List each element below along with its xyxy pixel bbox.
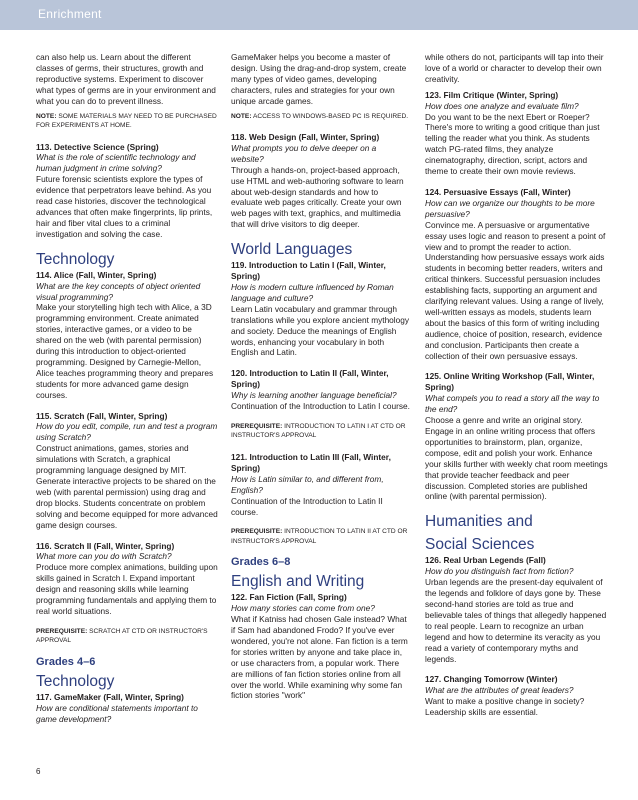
course-entry — [36, 142, 218, 240]
page-number: 6 — [36, 767, 41, 776]
paragraph: can also help us. Learn about the different classes of germs, their structures, growth and reproductive systems. Experiment to discover what types of germs are in your environment and what you can do to prevent illness. — [36, 52, 216, 106]
course-title: 120. Introduction to Latin II (Fall, Winter, Spring) — [231, 368, 389, 390]
course-entry — [36, 270, 218, 401]
course-entry — [231, 260, 411, 358]
course-question: What are the key concepts of object oriented visual programming? — [36, 280, 201, 302]
course-title: 124. Persuasive Essays (Fall, Winter) — [425, 186, 571, 197]
grade-heading: Grades 4–6 — [36, 655, 96, 668]
course-description: Produce more complex animations, building upon skills gained in Scratch I. Expand important design and reasoning skills while learning programming fundamentals and applying them to real world situations. — [36, 562, 218, 616]
grade-heading: Grades 6–8 — [231, 556, 291, 569]
column-3 — [425, 52, 610, 728]
course-title: 123. Film Critique (Winter, Spring) — [425, 89, 559, 100]
course-entry — [231, 368, 411, 412]
section-heading: Technology — [36, 250, 115, 268]
paragraph: GameMaker helps you become a master of design. Using the drag-and-drop system, create many types of video games, developing characters, rules and strategies for your own unique arcade games. — [231, 52, 407, 106]
section-heading: Humanities and — [425, 513, 533, 531]
course-question: How do you distinguish fact from fiction? — [425, 566, 574, 577]
note — [36, 112, 218, 131]
course-question: What compels you to read a story all the way to the end? — [425, 393, 600, 415]
course-question: What more can you do with Scratch? — [36, 551, 172, 562]
note — [231, 527, 411, 546]
course-entry — [231, 452, 411, 517]
note-text: SCRATCH AT CTD OR INSTRUCTOR'S APPROVAL — [36, 627, 208, 645]
course-question: How do you edit, compile, run and test a program using Scratch? — [36, 421, 218, 443]
course-entry — [425, 555, 610, 664]
course-title: 125. Online Writing Workshop (Fall, Winter, Spring) — [425, 371, 595, 393]
course-title: 115. Scratch (Fall, Winter, Spring) — [36, 410, 168, 421]
note — [231, 112, 411, 122]
course-description: Make your storytelling high tech with Alice, a 3D programming environment. Create animated stories, interactive games, or a video to be shared on the web (with parental permission) during this introduction to object-oriented programming. Designed by Carnegie-Mellon, Alice teaches programming theory and prepares students for more advanced game design courses. — [36, 302, 214, 400]
note-text: ACCESS TO WINDOWS-BASED PC IS REQUIRED. — [252, 112, 409, 120]
course-description: Future forensic scientists explore the types of evidence that perpetrators leave behind. As you read case histories, discover the technological advances that often make fingerprints, lip prints, hair and fiber vital clues to a criminal investigation and solving the case. — [36, 174, 213, 239]
course-question: What prompts you to delve deeper on a website? — [231, 142, 377, 164]
course-description: What if Katniss had chosen Gale instead? What if Sam had abandoned Frodo? If you've ever wondered, you're not alone. Fan fiction is a term for stories written by anyone and take place in, or use characters from, a popular work. There are millions of fan fiction stories online from all over the world. While examining why some fan fiction stories "work" — [231, 614, 408, 701]
course-entry — [36, 411, 218, 531]
course-title: 118. Web Design (Fall, Winter, Spring) — [231, 132, 380, 143]
course-entry — [425, 90, 610, 177]
course-question: How is Latin similar to, and different from, English? — [231, 473, 384, 495]
course-entry — [425, 674, 610, 718]
course-description: Learn Latin vocabulary and grammar through translations while you explore ancient mythology and society. Deduce the meanings of English words, enhancing your vocabulary in both English and Latin. — [231, 303, 410, 358]
header-banner — [0, 0, 638, 30]
course-title: 116. Scratch II (Fall, Winter, Spring) — [36, 540, 175, 551]
course-description: Continuation of the Introduction to Latin I course. — [231, 401, 410, 412]
course-title: 119. Introduction to Latin I (Fall, Winter, Spring) — [231, 260, 386, 282]
note-text: SOME MATERIALS MAY NEED TO BE PURCHASED FOR EXPERIMENTS AT HOME. — [36, 112, 217, 130]
course-description: Urban legends are the present-day equivalent of the legends and folklore of days gone by. These second-hand stories are told as true and believable tales of things that allegedly happened to real people. Learn to recognize an urban legend and how to determine its veracity as you read a variety of contemporary myths and legends. — [425, 577, 607, 664]
note — [231, 422, 411, 441]
note — [36, 627, 218, 646]
course-title: 127. Changing Tomorrow (Winter) — [425, 674, 558, 685]
note-label: NOTE: — [231, 112, 252, 120]
course-question: How does one analyze and evaluate film? — [425, 100, 579, 111]
course-entry — [36, 692, 218, 725]
course-description: Choose a genre and write an original story. Engage in an online writing process that offers opportunities to brainstorm, plan, organize, compose, edit and polish your work. Enhance your skills further with weekly chat room meetings that provide teacher feedback and peer discussion. Completed stories are published online (with parental permission). — [425, 415, 608, 502]
course-question: What is the role of scientific technology and human judgment in crime solving? — [36, 152, 196, 174]
course-description: Construct animations, games, stories and simulations with Scratch, a graphical programming language designed by MIT. Generate interactive projects to be shared on the web (with parental permission) using drag and drop blocks. Students concentrate on problem solving and become equipped for more advanced game design courses. — [36, 443, 218, 530]
note-text: INTRODUCTION TO LATIN II AT CTD OR INSTRUCTOR'S APPROVAL — [231, 528, 408, 545]
section-heading: English and Writing — [231, 573, 365, 591]
course-description: Convince me. A persuasive or argumentative essay uses logic and reason to present a point of view and to prompt the reader to action. Understanding how persuasive essays work aids students in becoming better readers, writers and critical thinkers. Successful persuasion includes establishing facts, supporting an argument and clarifying relevant values. Using a range of lively, well-written essays as models, students learn about the basics of this form of writing including audience, choice of position, research, evidence and conclusion. Participants then create a collection of their own persuasive essays. — [425, 219, 606, 361]
note-label: PREREQUISITE: — [36, 627, 88, 635]
paragraph: while others do not, participants will tap into their love of a world or character to develop their own creativity. — [425, 52, 604, 84]
course-title: 122. Fan Fiction (Fall, Spring) — [231, 592, 347, 603]
course-title: 126. Real Urban Legends (Fall) — [425, 555, 546, 566]
course-description: Want to make a positive change in society? Leadership skills are essential. — [425, 696, 585, 718]
course-entry — [231, 132, 411, 230]
section-heading: Technology — [36, 672, 115, 690]
header-label: Enrichment — [38, 7, 102, 21]
column-2 — [231, 52, 411, 711]
note-label: PREREQUISITE: — [231, 422, 283, 430]
course-title: 117. GameMaker (Fall, Winter, Spring) — [36, 691, 184, 702]
course-question: How are conditional statements important to game development? — [36, 702, 198, 724]
column-1 — [36, 52, 218, 735]
course-entry — [36, 541, 218, 617]
note-label: PREREQUISITE: — [231, 528, 283, 536]
course-entry — [425, 187, 610, 362]
course-description: Do you want to be the next Ebert or Roeper? There's more to writing a good critique than just telling the reader what you think. As students watch PG-rated films, they analyze cinematography, direction, script, actors and theme to create their own movie reviews. — [425, 111, 600, 177]
course-question: How is modern culture influenced by Roman language and culture? — [231, 282, 394, 303]
note-text: INTRODUCTION TO LATIN I AT CTD OR INSTRUCTOR'S APPROVAL — [231, 422, 406, 440]
course-title: 114. Alice (Fall, Winter, Spring) — [36, 269, 157, 280]
course-description: Through a hands-on, project-based approach, use HTML and web-authoring software to learn about web-design standards and how to evaluate web pages critically. Create your own web pages with text, graphics, and multimedia that will drive visitors to dig deeper. — [231, 164, 404, 230]
note-label: NOTE: — [36, 112, 57, 120]
course-description: Continuation of the Introduction to Latin II course. — [231, 495, 383, 517]
course-question: Why is learning another language beneficial? — [231, 390, 397, 401]
section-heading: Social Sciences — [425, 536, 535, 554]
course-title: 113. Detective Science (Spring) — [36, 141, 159, 152]
course-entry — [425, 371, 610, 502]
course-entry — [231, 592, 411, 701]
course-question: What are the attributes of great leaders? — [425, 685, 574, 696]
section-heading: World Languages — [231, 241, 353, 259]
course-question: How many stories can come from one? — [231, 603, 375, 614]
course-title: 121. Introduction to Latin III (Fall, Winter, Spring) — [231, 451, 391, 473]
course-question: How can we organize our thoughts to be more persuasive? — [425, 197, 595, 219]
